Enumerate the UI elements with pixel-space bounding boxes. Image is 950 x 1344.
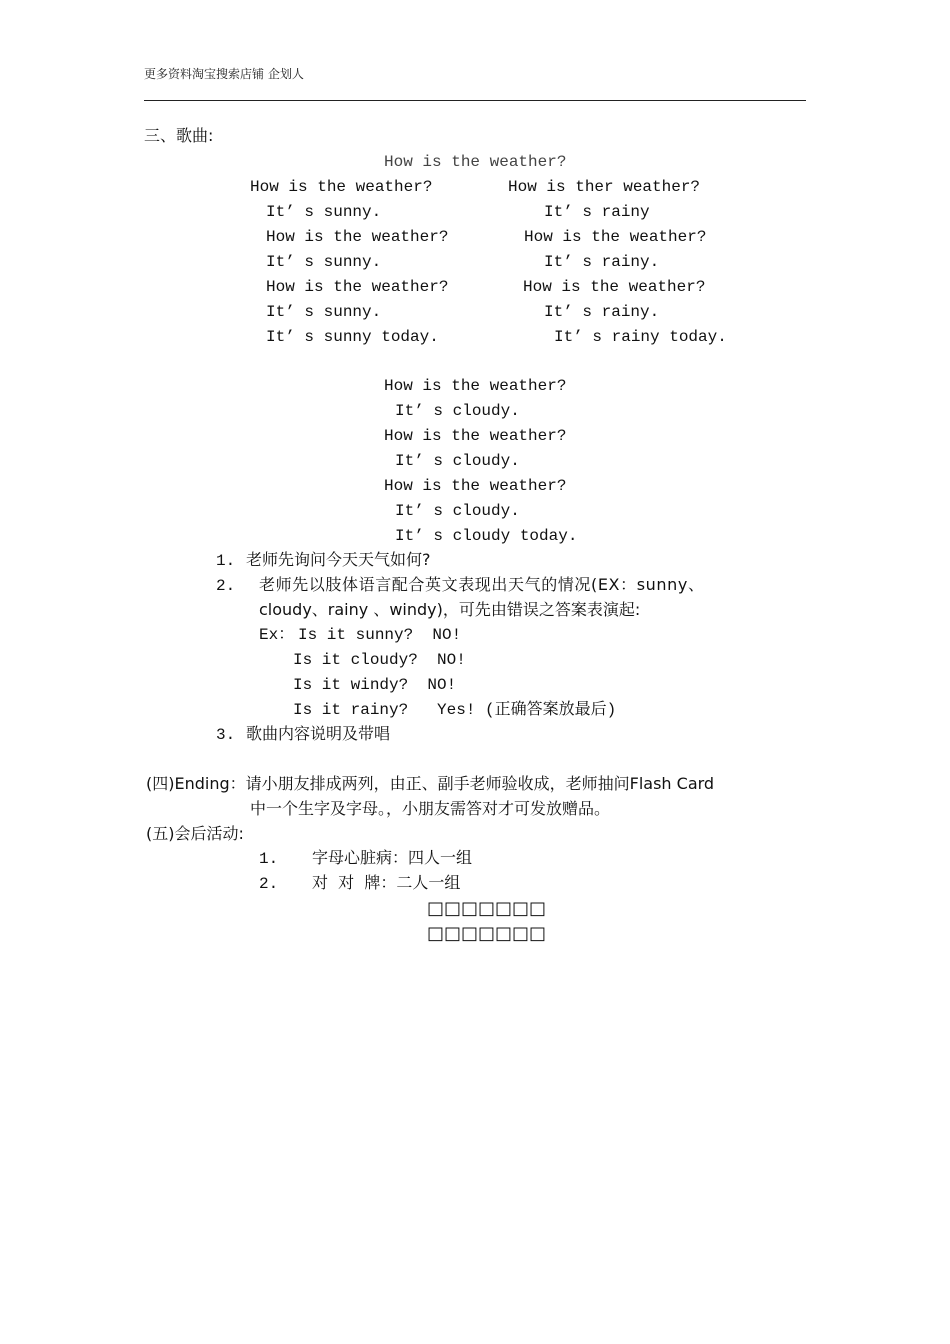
song-left-line: It’ s sunny. — [266, 203, 382, 221]
song-center-line: It’ s cloudy. — [395, 402, 520, 420]
song-center-line: How is the weather? — [384, 427, 567, 445]
song-right-line: It’ s rainy — [544, 203, 650, 221]
step-3-number: 3. — [216, 726, 236, 744]
song-center-line: It’ s cloudy. — [395, 452, 520, 470]
placeholder-box-row: □□□□□□□ — [427, 898, 547, 919]
example-line: Is it sunny? NO! — [298, 626, 462, 644]
example-label: Ex： — [259, 626, 295, 644]
step-1-number: 1. — [216, 552, 236, 570]
section-4-line2: 中一个生字及字母。，小朋友需答对才可发放赠品。 — [250, 799, 611, 818]
song-right-line: It’ s rainy today. — [554, 328, 727, 346]
song-left-line: How is the weather? — [266, 278, 449, 296]
step-2-text-line2: cloudy、rainy 、windy)，可先由错误之答案表演起: — [259, 600, 641, 619]
song-title: How is the weather? — [384, 153, 567, 171]
section-4-line1: (四)Ending：请小朋友排成两列，由正、副手老师验收成，老师抽问Flash Card — [146, 774, 715, 793]
activity-text: 对 对 牌：二人一组 — [312, 873, 461, 892]
activity-number: 1. — [259, 850, 279, 868]
example-line: Is it rainy? Yes! (正确答案放最后) — [293, 701, 617, 719]
song-center-line: It’ s cloudy today. — [395, 527, 578, 545]
song-center-line: How is the weather? — [384, 377, 567, 395]
section-5-title: (五)会后活动: — [146, 824, 244, 843]
header-divider — [144, 100, 806, 101]
song-left-line: It’ s sunny. — [266, 303, 382, 321]
section-3-title: 三、歌曲: — [144, 126, 214, 145]
song-right-line: How is ther weather? — [508, 178, 701, 196]
song-center-line: How is the weather? — [384, 477, 567, 495]
song-left-line: How is the weather? — [266, 228, 449, 246]
step-2-text-line1: 老师先以肢体语言配合英文表现出天气的情况(EX：sunny、 — [259, 575, 705, 594]
example-line: Is it cloudy? NO! — [293, 651, 466, 669]
example-line: Is it windy? NO! — [293, 676, 457, 694]
song-left-line: It’ s sunny today. — [266, 328, 439, 346]
page-header: 更多资料淘宝搜索店铺 企划人 — [144, 67, 304, 81]
song-right-line: It’ s rainy. — [544, 253, 660, 271]
activity-number: 2. — [259, 875, 279, 893]
activity-text: 字母心脏病：四人一组 — [312, 848, 473, 867]
step-1-text: 老师先询问今天天气如何? — [246, 550, 431, 569]
step-2-number: 2. — [216, 577, 236, 595]
song-left-line: How is the weather? — [250, 178, 433, 196]
song-left-line: It’ s sunny. — [266, 253, 382, 271]
song-center-line: It’ s cloudy. — [395, 502, 520, 520]
step-3-text: 歌曲内容说明及带唱 — [246, 724, 391, 743]
song-right-line: How is the weather? — [524, 228, 707, 246]
placeholder-box-row: □□□□□□□ — [427, 923, 547, 944]
song-right-line: It’ s rainy. — [544, 303, 660, 321]
song-right-line: How is the weather? — [523, 278, 706, 296]
